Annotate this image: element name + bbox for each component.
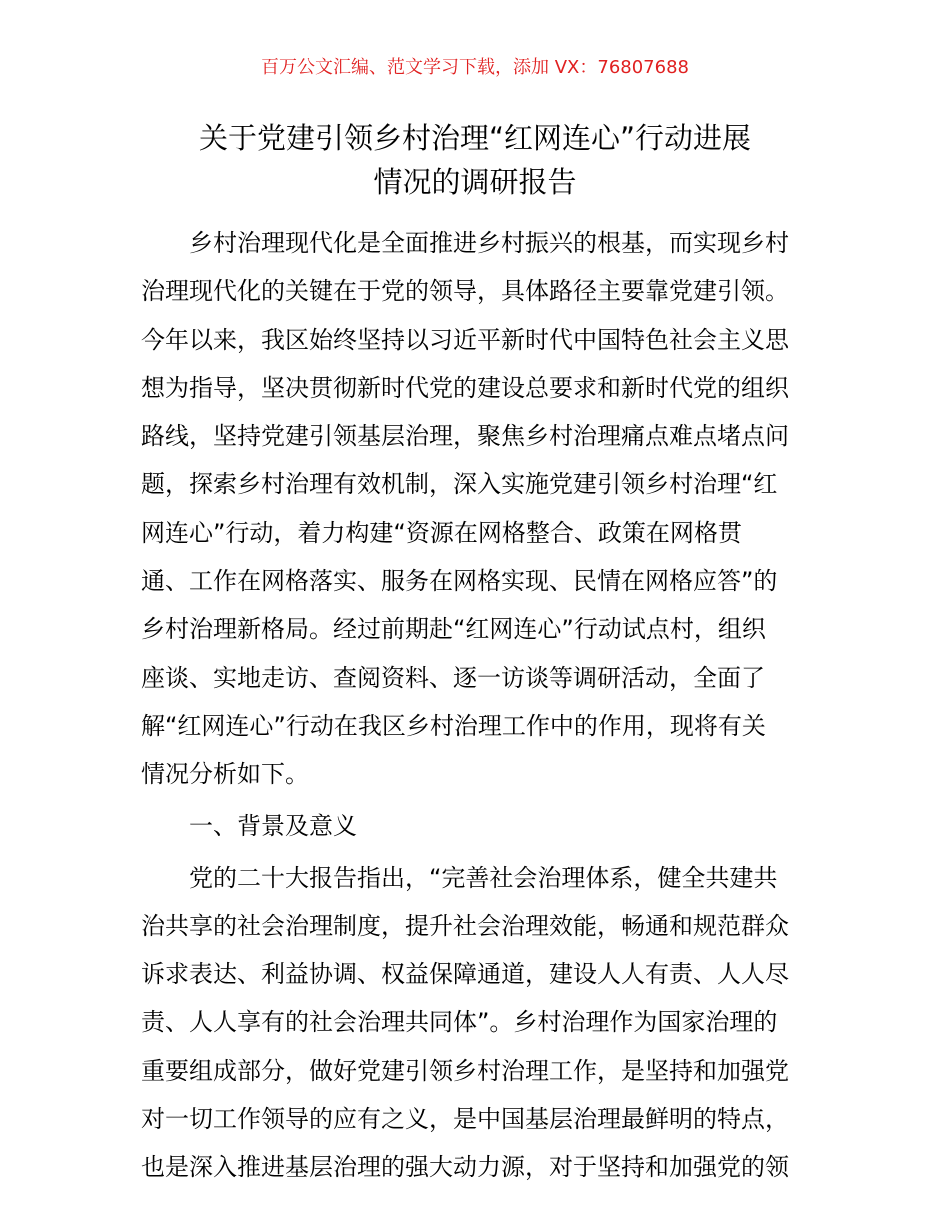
section-1-paragraph: [141, 854, 821, 1192]
text-line: 也是深入推进基层治理的强大动力源，对于坚持和加强党的领: [141, 1153, 789, 1182]
text-line: 解“红网连心”行动在我区乡村治理工作中的作用，现将有关: [141, 711, 766, 740]
title-line-2: 情况的调研报告: [373, 165, 577, 199]
text-line: 乡村治理现代化是全面推进乡村振兴的根基，而实现乡村: [189, 229, 789, 257]
text-line: 重要组成部分，做好党建引领乡村治理工作，是坚持和加强党: [141, 1056, 789, 1085]
text-line: 党的二十大报告指出，“完善社会治理体系，健全共建共: [189, 863, 778, 892]
section-1-heading: 一、背景及意义: [189, 811, 357, 840]
text-line: 责、人人享有的社会治理共同体”。乡村治理作为国家治理的: [141, 1008, 778, 1037]
text-line: 乡村治理新格局。经过前期赴“红网连心”行动试点村，组织: [141, 615, 766, 644]
text-line: 路线，坚持党建引领基层治理，聚焦乡村治理痛点难点堵点问: [141, 422, 789, 451]
text-line: 今年以来，我区始终坚持以习近平新时代中国特色社会主义思: [141, 325, 789, 354]
section-heading: [141, 799, 821, 854]
text-line: 想为指导，坚决贯彻新时代党的建设总要求和新时代党的组织: [141, 373, 789, 402]
document-title: [100, 116, 850, 204]
text-line: 治共享的社会治理制度，提升社会治理效能，畅通和规范群众: [141, 911, 789, 940]
text-line: 治理现代化的关键在于党的领导，具体路径主要靠党建引领。: [141, 277, 789, 306]
document-body: [141, 219, 821, 1192]
text-line: 网连心”行动，着力构建“资源在网格整合、政策在网格贯: [141, 518, 742, 547]
text-line: 情况分析如下。: [141, 760, 309, 789]
text-line: 对一切工作领导的应有之义，是中国基层治理最鲜明的特点，: [141, 1105, 789, 1134]
text-line: 通、工作在网格落实、服务在网格实现、民情在网格应答”的: [141, 567, 778, 596]
text-line: 题，探索乡村治理有效机制，深入实施党建引领乡村治理“红: [141, 470, 778, 499]
intro-paragraph: [141, 219, 821, 799]
text-line: 座谈、实地走访、查阅资料、逐一访谈等调研活动，全面了: [141, 663, 765, 692]
text-line: 诉求表达、利益协调、权益保障通道，建设人人有责、人人尽: [141, 960, 789, 989]
header-watermark-note: 百万公文汇编、范文学习下载，添加 VX：76807688: [261, 57, 689, 78]
title-line-1: 关于党建引领乡村治理“红网连心”行动进展: [198, 121, 752, 155]
